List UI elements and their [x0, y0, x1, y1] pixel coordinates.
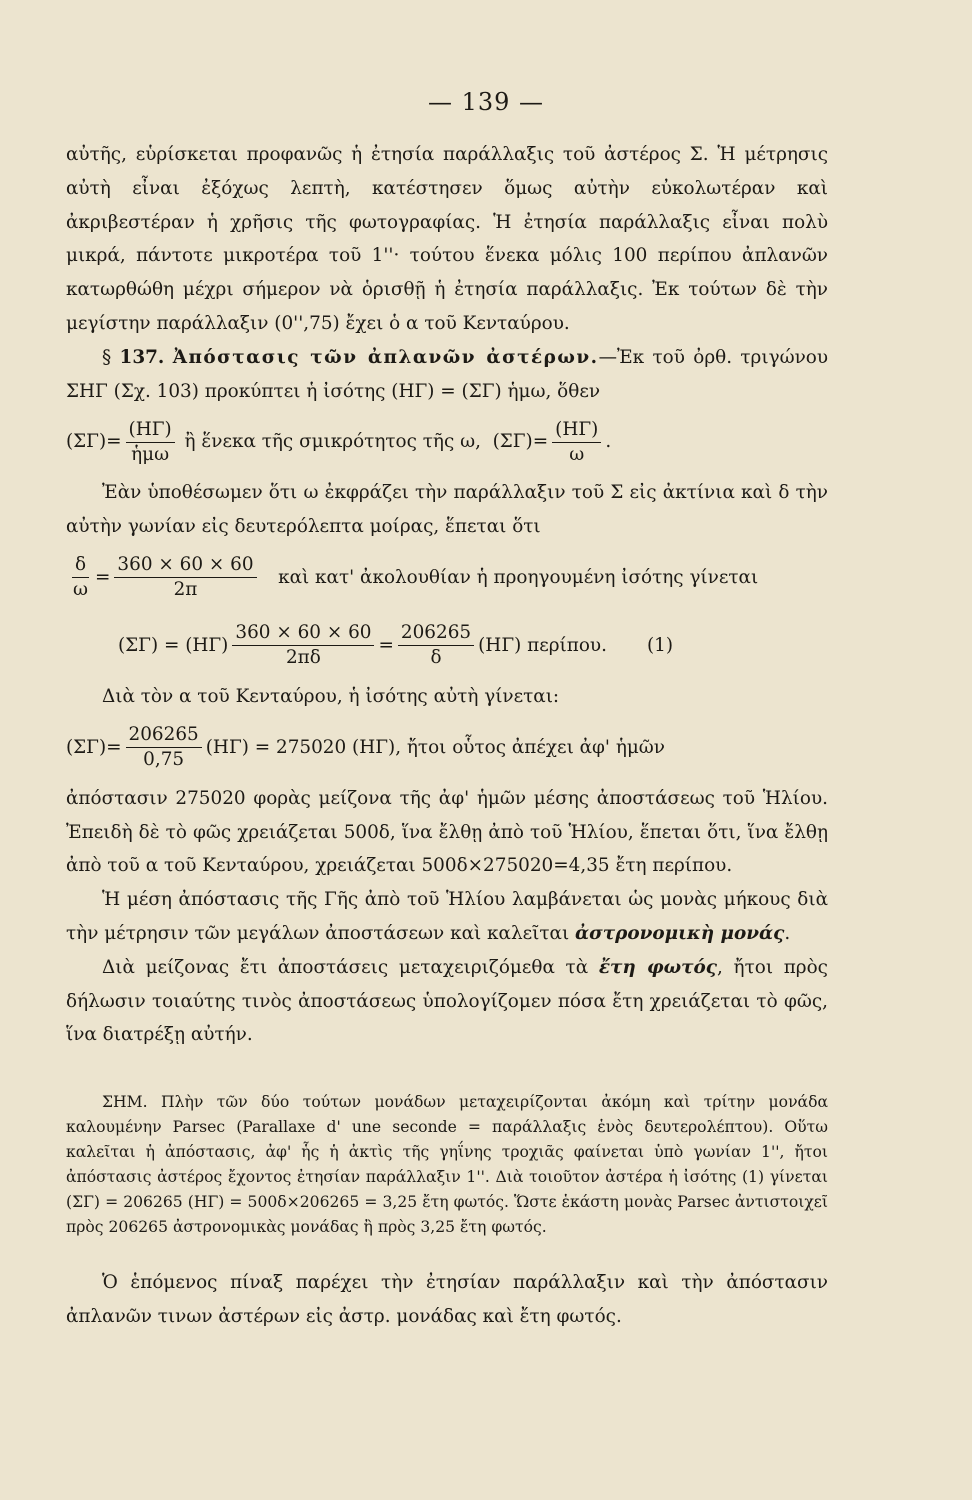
eq3-rhs: (ΗΓ) περίπου.: [478, 635, 607, 657]
eq4-rhs: (ΗΓ) = 275020 (ΗΓ),: [205, 736, 402, 758]
eq3-fraction: [232, 621, 374, 670]
section-heading-paragraph: [66, 341, 828, 409]
eq2-denominator-2: 2π: [173, 579, 198, 601]
equation-3: [66, 612, 828, 680]
eq3-tag: (1): [646, 635, 674, 657]
eq2-numerator-2: 360 × 60 × 60: [114, 553, 256, 578]
eq4-fraction: [126, 723, 202, 772]
section-sign: §: [102, 346, 112, 368]
equation-4: [66, 714, 828, 782]
eq2-fraction: [70, 553, 91, 602]
paragraph-light-time: ἀπόστασιν 275020 φορὰς μείζονα τῆς ἀφ' ἡμῶν μέσης ἀποστάσεως τοῦ Ἡλίου. Ἐπειδὴ δὲ τὸ φῶς χρειάζεται 500δ, ἵνα ἔλθῃ ἀπὸ τοῦ Ἡλίου, ἕπεται ὅτι, ἵνα ἔλθῃ ἀπὸ τοῦ α τοῦ Κενταύρου, χρειάζεται 500δ×275020=4,35 ἔτη περίπου.: [66, 787, 828, 877]
eq3-denominator: 2πδ: [285, 647, 321, 669]
eq3-numerator-2: 206265: [398, 621, 474, 646]
equation-2: [66, 544, 828, 612]
note-parsec: [66, 1090, 828, 1240]
eq3-lhs: (ΣΓ) = (ΗΓ): [118, 635, 229, 657]
eq1-denominator: ἡμω: [131, 443, 170, 465]
eq2-equals: =: [95, 567, 111, 589]
au-term: ἀστρονομικὴ μονάς: [575, 922, 785, 944]
eq4-lhs: (ΣΓ)=: [66, 736, 122, 758]
eq4-denominator: 0,75: [143, 749, 185, 771]
ly-text: Διὰ μείζονας ἔτι ἀποστάσεις μεταχειριζόμεθα τὰ: [102, 956, 599, 978]
eq3-fraction-2: [398, 621, 474, 670]
eq1-fraction: [126, 418, 175, 467]
eq1-end: .: [605, 431, 612, 453]
section-number: 137.: [119, 346, 165, 368]
paragraph-parallax: αὐτῆς, εὑρίσκεται προφανῶς ἡ ἐτησία παράλλαξις τοῦ ἀστέρος Σ. Ἡ μέτρησις αὐτὴ εἶναι ἐξόχως λεπτὴ, κατέστησεν ὅμως αὐτὴν εὐκολωτέραν καὶ ἀκριβεστέραν ἡ χρῆσις τῆς φωτογραφίας. Ἡ ἐτησία παράλλαξις εἶναι πολὺ μικρά, πάντοτε μικροτέρα τοῦ 1''· τούτου ἕνεκα μόλις 100 περίπου ἀπλανῶν κατωρθώθη μέχρι σήμερον νὰ ὁρισθῇ ἡ ἐτησία παράλλαξις. Ἐκ τούτων δὲ τὴν μεγίστην παράλλαξιν (0'',75) ἔχει ὁ α τοῦ Κενταύρου.: [66, 144, 828, 334]
main-text: [66, 138, 828, 1052]
paragraph-centaurus: Διὰ τὸν α τοῦ Κενταύρου, ἡ ἰσότης αὐτὴ γίνεται:: [102, 685, 560, 707]
eq1-denominator-2: ω: [569, 443, 585, 465]
eq1-middle-text: ἢ ἕνεκα τῆς σμικρότητος τῆς ω, (ΣΓ)=: [178, 431, 549, 453]
eq3-equals: =: [378, 635, 394, 657]
eq1-lhs: (ΣΓ)=: [66, 431, 122, 453]
note-text: ΣΗΜ. Πλὴν τῶν δύο τούτων μονάδων μεταχειρίζονται ἀκόμη καὶ τρίτην μονάδα καλουμένην Parsec (Parallaxe d' une seconde = παράλλαξις ἑνὸς δευτερολέπτου). Οὕτω καλεῖται ἡ ἀπόστασις, ἀφ' ἧς ἡ ἀκτὶς τῆς γηΐνης τροχιᾶς φαίνεται ὑπὸ γωνίαν 1'', ἤτοι ἀπόστασις ἀστέρος ἔχοντος ἐτησίαν παράλλαξιν 1''. Διὰ τοιοῦτον ἀστέρα ἡ ἰσότης (1) γίνεται (ΣΓ) = 206265 (ΗΓ) = 500δ×206265 = 3,25 ἔτη φωτός. Ὥστε ἑκάστη μονὰς Parsec ἀντιστοιχεῖ πρὸς 206265 ἀστρονομικὰς μονάδας ἢ πρὸς 3,25 ἔτη φωτός.: [66, 1093, 828, 1236]
section-title: Ἀπόστασις τῶν ἀπλανῶν ἀστέρων.: [172, 346, 599, 368]
au-text: Ἡ μέση ἀπόστασις τῆς Γῆς ἀπὸ τοῦ Ἡλίου λαμβάνεται ὡς μονὰς μήκους διὰ τὴν μέτρησιν τῶν μεγάλων ἀποστάσεων καὶ καλεῖται: [66, 889, 828, 944]
eq1-numerator-2: (ΗΓ): [552, 418, 601, 443]
ly-rest: , ἤτοι πρὸς δήλωσιν τοιαύτης τινὸς ἀποστάσεως ὑπολογίζομεν πόσα ἔτη χρειάζεται τὸ φῶς, ἵνα διατρέξῃ αὐτήν.: [66, 956, 828, 1046]
closing-paragraph: [66, 1266, 828, 1334]
page-number: — 139 —: [427, 88, 545, 116]
eq2-denominator: ω: [73, 579, 88, 601]
paragraph-astronomical-unit: [66, 883, 828, 951]
eq3-denominator-2: δ: [430, 647, 442, 669]
eq1-fraction-2: [552, 418, 601, 467]
section-intro-text: —Ἐκ τοῦ ὀρθ. τριγώνου ΣΗΓ (Σχ. 103) προκύπτει ἡ ἰσότης (ΗΓ) = (ΣΓ) ἡμω, ὅθεν: [66, 346, 828, 402]
equation-1: [66, 408, 828, 476]
eq4-numerator: 206265: [126, 723, 202, 748]
eq2-tail-text: καὶ κατ' ἀκολουθίαν ἡ προηγουμένη ἰσότης γίνεται: [260, 567, 759, 589]
au-end: .: [784, 922, 791, 944]
eq1-numerator: (ΗΓ): [126, 418, 175, 443]
eq4-tail-text: ἤτοι οὗτος ἀπέχει ἀφ' ἡμῶν: [401, 736, 665, 758]
ly-term: ἔτη φωτός: [598, 956, 718, 978]
closing-text: Ὁ ἑπόμενος πίναξ παρέχει τὴν ἐτησίαν παράλλαξιν καὶ τὴν ἀπόστασιν ἀπλανῶν τινων ἀστέρων εἰς ἀστρ. μονάδας καὶ ἔτη φωτός.: [66, 1272, 828, 1327]
paragraph-light-years: [66, 951, 828, 1052]
eq2-numerator: δ: [72, 553, 89, 578]
eq3-numerator: 360 × 60 × 60: [232, 621, 374, 646]
paragraph-hypothesis: Ἐὰν ὑποθέσωμεν ὅτι ω ἐκφράζει τὴν παράλλαξιν τοῦ Σ εἰς ἀκτίνια καὶ δ τὴν αὐτὴν γωνίαν εἰς δευτερόλεπτα μοίρας, ἕπεται ὅτι: [66, 482, 828, 538]
eq2-fraction-2: [114, 553, 256, 602]
